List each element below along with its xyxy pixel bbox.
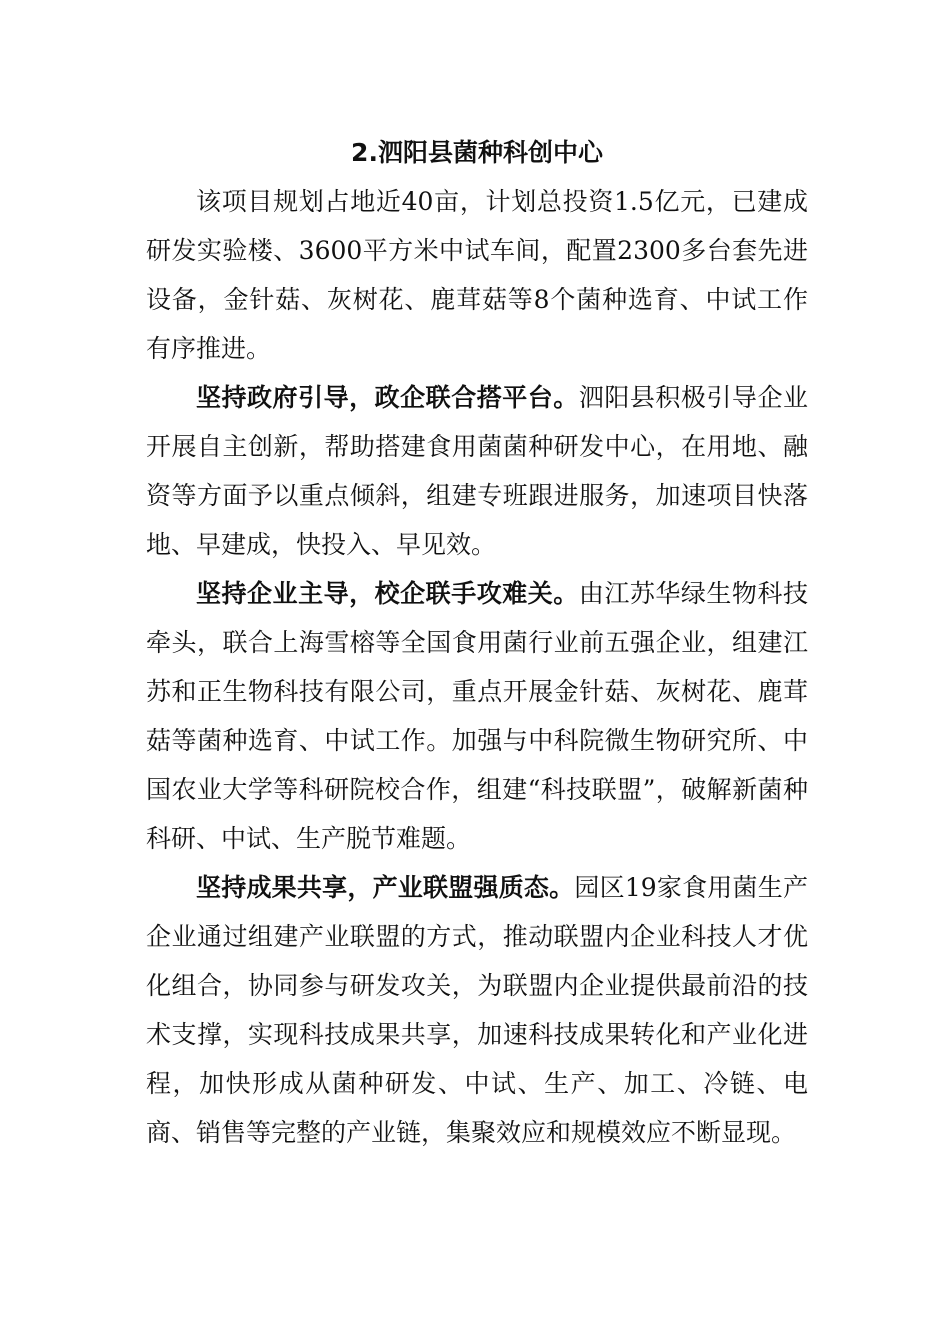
paragraph-lead: 坚持政府引导，政企联合搭平台。 [196, 383, 579, 412]
paragraph-text: 由江苏华绿生物科技牵头，联合上海雪榕等全国食用菌行业前五强企业，组建江苏和正生物科技有限公司，重点开展金针菇、灰树花、鹿茸菇等菌种选育、中试工作。加强与中科院微生物研究所、中国农业大学等科研院校合作，组建“科技联盟”，破解新菌种科研、中试、生产脱节难题。 [146, 579, 808, 853]
paragraph-government-guidance [146, 373, 808, 569]
paragraph-lead: 坚持成果共享，产业联盟强质态。 [196, 873, 575, 902]
paragraph-achievement-sharing [146, 863, 808, 1157]
paragraph-text: 泗阳县积极引导企业开展自主创新，帮助搭建食用菌菌种研发中心，在用地、融资等方面予以重点倾斜，组建专班跟进服务，加速项目快落地、早建成，快投入、早见效。 [146, 383, 808, 559]
paragraph-lead: 坚持企业主导，校企联手攻难关。 [196, 579, 579, 608]
document-body [146, 128, 808, 1157]
paragraph-text: 该项目规划占地近40亩，计划总投资1.5亿元，已建成研发实验楼、3600平方米中试车间，配置2300多台套先进设备，金针菇、灰树花、鹿茸菇等8个菌种选育、中试工作有序推进。 [146, 187, 808, 363]
paragraph-text: 园区19家食用菌生产企业通过组建产业联盟的方式，推动联盟内企业科技人才优化组合，协同参与研发攻关，为联盟内企业提供最前沿的技术支撑，实现科技成果共享，加速科技成果转化和产业化进程，加快形成从菌种研发、中试、生产、加工、冷链、电商、销售等完整的产业链，集聚效应和规模效应不断显现。 [146, 873, 808, 1147]
paragraph-overview [146, 177, 808, 373]
paragraph-enterprise-leadership [146, 569, 808, 863]
section-title: 2.泗阳县菌种科创中心 [351, 138, 603, 167]
